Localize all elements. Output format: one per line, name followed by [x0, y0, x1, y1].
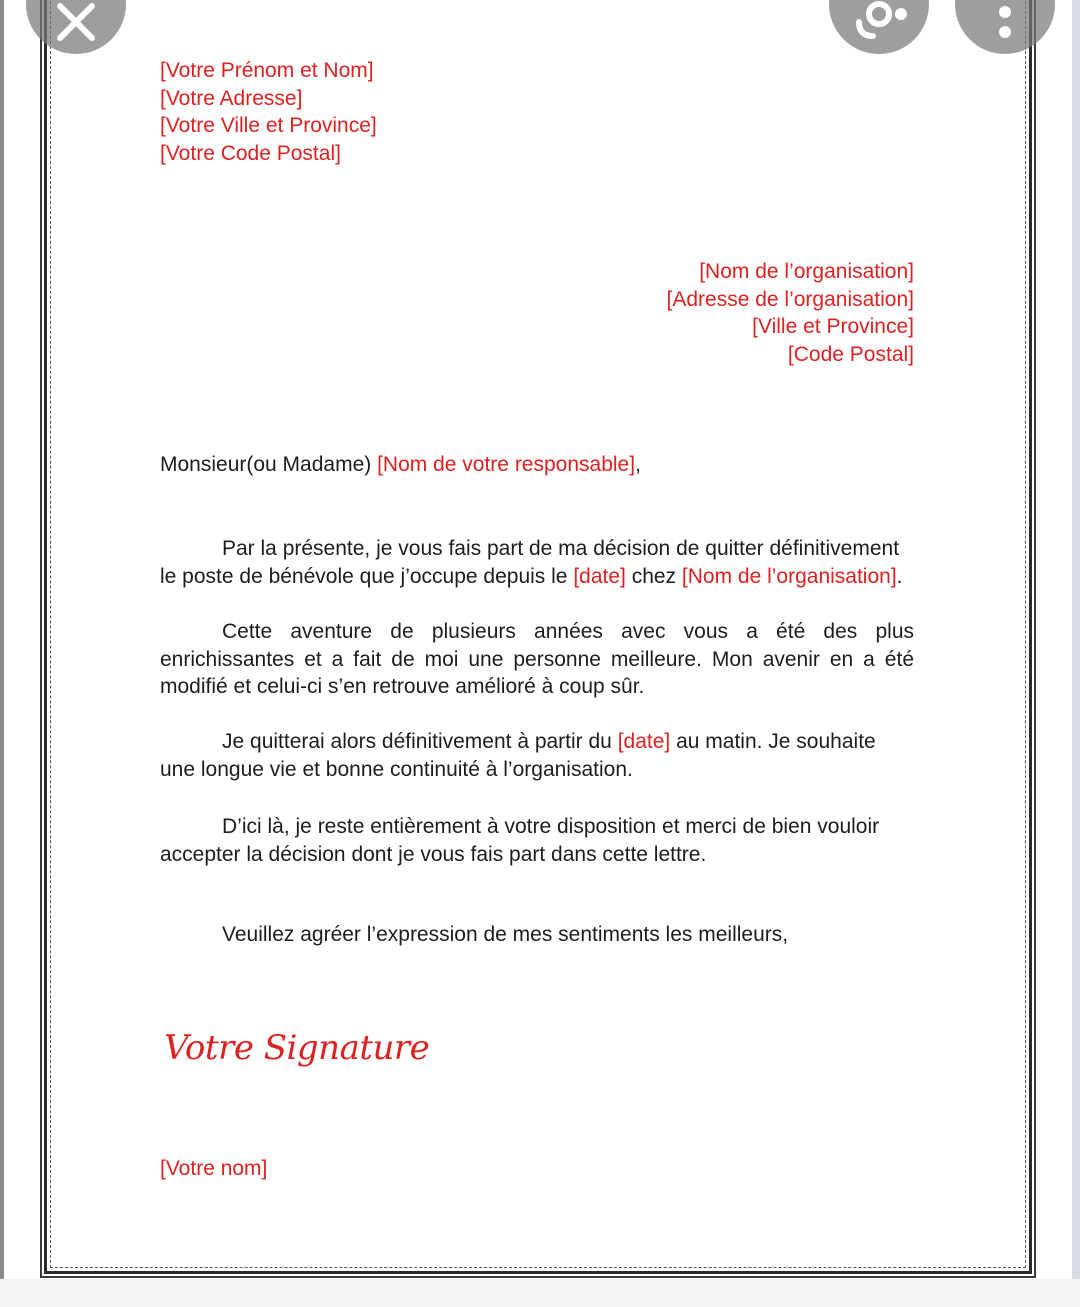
paragraph-3	[160, 728, 914, 783]
sender-name: [Votre Prénom et Nom]	[160, 59, 374, 82]
date-placeholder-1: [date]	[573, 564, 626, 588]
p1-end: .	[896, 564, 903, 588]
signature: Votre Signature	[164, 1028, 430, 1068]
salutation-text: Monsieur(ou Madame)	[160, 453, 378, 476]
salutation-end: ,	[635, 453, 641, 476]
closing-line: Veuillez agréer l’expression de mes sentiments les meilleurs,	[222, 923, 789, 946]
paragraph-4: D’ici là, je reste entièrement à votre disposition et merci de bien vouloir accepter la décision dont je vous fais part dans cette lettre.	[160, 815, 880, 866]
lens-icon	[829, 0, 929, 54]
recipient-address: [Adresse de l’organisation]	[666, 287, 914, 311]
sender-postal: [Votre Code Postal]	[160, 141, 341, 165]
recipient-org: [Nom de l’organisation]	[699, 260, 914, 283]
sender-city: [Votre Ville et Province]	[160, 114, 377, 137]
sender-block	[160, 57, 377, 167]
lens-button[interactable]	[829, 0, 929, 54]
recipient-city: [Ville et Province]	[752, 315, 914, 338]
close-button[interactable]	[26, 0, 126, 54]
name-placeholder: [Votre nom]	[160, 1157, 268, 1180]
close-icon	[26, 0, 126, 54]
paragraph-1	[160, 535, 914, 590]
salutation	[160, 453, 641, 477]
org-placeholder: [Nom de l’organisation]	[681, 564, 897, 588]
sender-address: [Votre Adresse]	[160, 86, 303, 110]
p1-text-a: Par la présente, je vous fais part de ma décision de quitter définitivement le poste de bénévole que j’occupe depuis le	[160, 537, 900, 588]
more-vertical-icon	[955, 0, 1055, 54]
p3-text-b: au matin. Je souhaite une longue vie et bonne continuité à l’organisation.	[160, 730, 876, 781]
recipient-postal: [Code Postal]	[787, 342, 914, 366]
recipient-block	[667, 258, 914, 368]
p1-text-b: chez	[625, 564, 682, 588]
date-placeholder-2: [date]	[617, 730, 671, 753]
paragraph-2: Cette aventure de plusieurs années avec vous a été des plus enrichissantes et a fait de moi une personne meilleure. Mon avenir en a été modifié et celui-ci s’en retrouve amélioré à coup sûr.	[160, 620, 914, 698]
manager-name-placeholder: [Nom de votre responsable]	[377, 453, 636, 476]
more-options-button[interactable]	[955, 0, 1055, 54]
p3-text-a: Je quitterai alors définitivement à partir du	[222, 730, 618, 753]
